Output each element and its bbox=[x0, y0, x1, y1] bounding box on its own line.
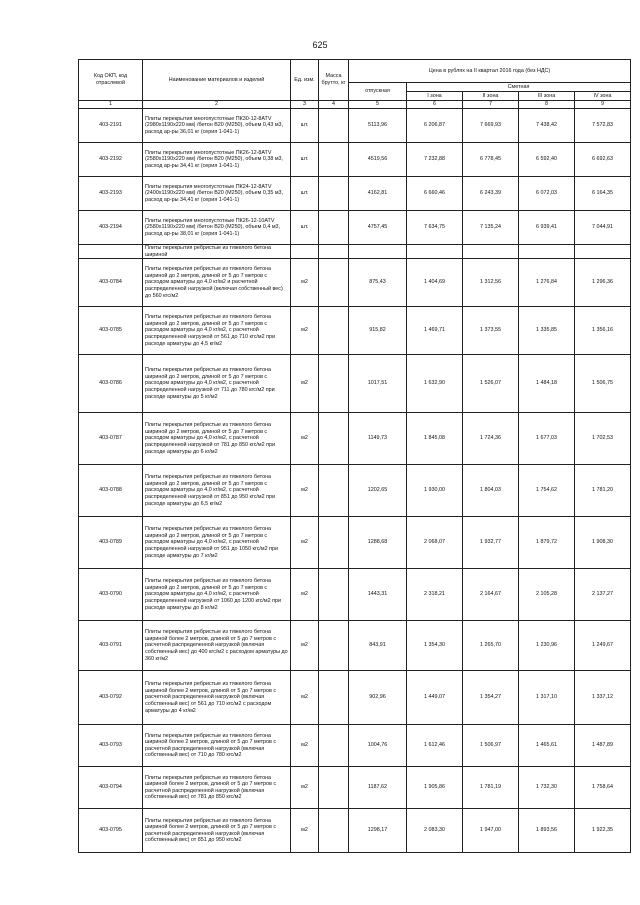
unit-cell: шт. bbox=[291, 211, 319, 245]
mass-cell bbox=[319, 767, 349, 809]
header-zone-1: I зона bbox=[407, 92, 463, 101]
table-row bbox=[79, 355, 631, 413]
release-price bbox=[349, 245, 407, 259]
price-table-body bbox=[79, 109, 631, 853]
zone-4-price: 1 908,30 bbox=[575, 517, 631, 569]
zone-2-price: 1 781,19 bbox=[463, 767, 519, 809]
product-code: 403-2194 bbox=[79, 211, 143, 245]
product-name: Плиты перекрытия ребристые из тяжелого бетона шириной более 2 метров, длиной от 5 до 7 метров с расчетной распределенной нагрузкой (включая собственный вес) от 851 до 950 кгс/м2 bbox=[143, 809, 291, 853]
zone-4-price: 6 164,35 bbox=[575, 177, 631, 211]
table-row bbox=[79, 671, 631, 725]
product-code: 403-0785 bbox=[79, 307, 143, 355]
header-unit: Ед. изм. bbox=[291, 60, 319, 101]
zone-3-price: 1 335,85 bbox=[519, 307, 575, 355]
zone-2-price: 1 312,56 bbox=[463, 259, 519, 307]
table-row bbox=[79, 245, 631, 259]
table-row bbox=[79, 259, 631, 307]
product-code bbox=[79, 245, 143, 259]
zone-2-price: 1 506,97 bbox=[463, 725, 519, 767]
release-price: 915,82 bbox=[349, 307, 407, 355]
column-number: 2 bbox=[143, 101, 291, 109]
zone-3-price: 1 465,61 bbox=[519, 725, 575, 767]
product-name: Плиты перекрытия ребристые из тяжелого бетона шириной до 2 метров, длиной от 5 до 7 метров с расходом арматуры до 4,0 кг/м2, с расчетной распределенной нагрузкой от 711 до 780 кгс/м2 при расходе арматуры до 5 кг/м2 bbox=[143, 355, 291, 413]
zone-3-price: 1 317,10 bbox=[519, 671, 575, 725]
release-price: 1004,76 bbox=[349, 725, 407, 767]
release-price: 1149,73 bbox=[349, 413, 407, 465]
zone-3-price: 1 276,84 bbox=[519, 259, 575, 307]
mass-cell bbox=[319, 211, 349, 245]
zone-4-price: 1 758,64 bbox=[575, 767, 631, 809]
release-price: 4519,56 bbox=[349, 143, 407, 177]
product-name: Плиты перекрытия ребристые из тяжелого бетона шириной до 2 метров, длиной от 5 до 7 метров с расходом арматуры до 4,0 кг/м2, с расчетной распределенной нагрузкой от 781 до 850 кгс/м2 при расходе арматуры до 6 кг/м2 bbox=[143, 413, 291, 465]
zone-3-price: 1 879,72 bbox=[519, 517, 575, 569]
zone-3-price: 1 677,03 bbox=[519, 413, 575, 465]
product-code: 403-2192 bbox=[79, 143, 143, 177]
zone-2-price: 1 804,03 bbox=[463, 465, 519, 517]
zone-4-price: 1 781,20 bbox=[575, 465, 631, 517]
zone-3-price bbox=[519, 245, 575, 259]
zone-2-price: 1 526,07 bbox=[463, 355, 519, 413]
header-name: Наименование материалов и изделий bbox=[143, 60, 291, 101]
zone-4-price: 7 572,83 bbox=[575, 109, 631, 143]
table-row bbox=[79, 143, 631, 177]
zone-1-price: 2 083,30 bbox=[407, 809, 463, 853]
product-name: Плиты перекрытия многопустотные ПК26-12-8АТV (2580х1190х220 мм) /бетон В20 (М250), объем 0,38 м3, расход ар-ры 34,41 кг (серия 1-041-1) bbox=[143, 143, 291, 177]
product-name: Плиты перекрытия ребристые из тяжелого бетона шириной более 2 метров, длиной от 5 до 7 метров с расчетной распределенной нагрузкой (включая собственный вес) от 710 до 780 кгс/м2 bbox=[143, 725, 291, 767]
zone-3-price: 6 939,41 bbox=[519, 211, 575, 245]
page-number: 625 bbox=[312, 40, 328, 50]
product-code: 403-0791 bbox=[79, 621, 143, 671]
product-code: 403-0786 bbox=[79, 355, 143, 413]
column-number: 6 bbox=[407, 101, 463, 109]
product-code: 403-0793 bbox=[79, 725, 143, 767]
zone-2-price: 1 373,55 bbox=[463, 307, 519, 355]
product-code: 403-0787 bbox=[79, 413, 143, 465]
mass-cell bbox=[319, 621, 349, 671]
column-number: 7 bbox=[463, 101, 519, 109]
product-name: Плиты перекрытия ребристые из тяжелого бетона шириной до 2 метров, длиной от 5 до 7 метров с расходом арматуры до 4,0 кг/м2, с расчетной распределенной нагрузкой от 561 до 710 кгс/м2 при расходе арматуры до 4,5 кг/м2 bbox=[143, 307, 291, 355]
zone-4-price: 7 044,91 bbox=[575, 211, 631, 245]
product-code: 403-0792 bbox=[79, 671, 143, 725]
zone-1-price: 1 469,71 bbox=[407, 307, 463, 355]
release-price: 1298,17 bbox=[349, 809, 407, 853]
unit-cell: шт. bbox=[291, 143, 319, 177]
zone-4-price: 1 356,16 bbox=[575, 307, 631, 355]
zone-1-price: 1 354,30 bbox=[407, 621, 463, 671]
zone-4-price: 1 296,36 bbox=[575, 259, 631, 307]
zone-1-price: 7 232,88 bbox=[407, 143, 463, 177]
zone-1-price: 2 318,21 bbox=[407, 569, 463, 621]
zone-3-price: 1 754,62 bbox=[519, 465, 575, 517]
header-zone-3: III зона bbox=[519, 92, 575, 101]
product-name: Плиты перекрытия ребристые из тяжелого бетона шириной bbox=[143, 245, 291, 259]
mass-cell bbox=[319, 465, 349, 517]
unit-cell: м2 bbox=[291, 465, 319, 517]
product-name: Плиты перекрытия многопустотные ПК30-12-8АТV (2980х1190х220 мм) /бетон В20 (М250), объем 0,43 м3, расход ар-ры 36,01 кг (серия 1-041-1) bbox=[143, 109, 291, 143]
release-price: 843,91 bbox=[349, 621, 407, 671]
release-price: 4162,81 bbox=[349, 177, 407, 211]
zone-2-price: 1 947,00 bbox=[463, 809, 519, 853]
product-code: 403-0788 bbox=[79, 465, 143, 517]
zone-3-price: 1 230,96 bbox=[519, 621, 575, 671]
zone-2-price: 6 243,39 bbox=[463, 177, 519, 211]
unit-cell: м2 bbox=[291, 307, 319, 355]
zone-1-price: 1 845,08 bbox=[407, 413, 463, 465]
zone-4-price: 1 337,12 bbox=[575, 671, 631, 725]
product-name: Плиты перекрытия многопустотные ПК26-12-10АТV (2580х1190х220 мм) /бетон В20 (М250), объем 0,4 м3, расход ар-ры 38,01 кг (серия 1-041-1) bbox=[143, 211, 291, 245]
release-price: 1187,62 bbox=[349, 767, 407, 809]
table-row bbox=[79, 569, 631, 621]
unit-cell: м2 bbox=[291, 517, 319, 569]
header-mass: Масса брутто, кг bbox=[319, 60, 349, 101]
product-name: Плиты перекрытия ребристые из тяжелого бетона шириной более 2 метров, длиной от 5 до 7 метров с расчетной распределенной нагрузкой (включая собственный вес) от 561 до 710 кгс/м2 с расходом арматуры до 4 кг/м2 bbox=[143, 671, 291, 725]
unit-cell: м2 bbox=[291, 355, 319, 413]
zone-4-price: 1 249,67 bbox=[575, 621, 631, 671]
zone-4-price: 6 692,63 bbox=[575, 143, 631, 177]
unit-cell: шт. bbox=[291, 177, 319, 211]
zone-3-price: 1 732,30 bbox=[519, 767, 575, 809]
table-row bbox=[79, 177, 631, 211]
header-zone-2: II зона bbox=[463, 92, 519, 101]
header-code: Код ОКП, код отраслевой bbox=[79, 60, 143, 101]
zone-3-price: 2 105,28 bbox=[519, 569, 575, 621]
column-number: 4 bbox=[319, 101, 349, 109]
release-price: 4757,45 bbox=[349, 211, 407, 245]
release-price: 902,96 bbox=[349, 671, 407, 725]
zone-1-price: 2 068,07 bbox=[407, 517, 463, 569]
zone-4-price: 1 487,89 bbox=[575, 725, 631, 767]
table-row bbox=[79, 413, 631, 465]
table-row bbox=[79, 809, 631, 853]
zone-2-price bbox=[463, 245, 519, 259]
unit-cell: м2 bbox=[291, 569, 319, 621]
unit-cell bbox=[291, 245, 319, 259]
table-row bbox=[79, 465, 631, 517]
zone-3-price: 6 072,03 bbox=[519, 177, 575, 211]
zone-2-price: 6 778,45 bbox=[463, 143, 519, 177]
zone-3-price: 1 484,18 bbox=[519, 355, 575, 413]
product-name: Плиты перекрытия ребристые из тяжелого бетона шириной более 2 метров, длиной от 5 до 7 метров с расчетной распределенной нагрузкой (включая собственный вес) до 400 кгс/м2 с расходом арматуры до 360 кг/м2 bbox=[143, 621, 291, 671]
header-zone-4: IV зона bbox=[575, 92, 631, 101]
product-name: Плиты перекрытия многопустотные ПК24-12-8АТV (2400х1190х220 мм) /бетон В20 (М250), объем 0,35 м3, расход ар-ры 34,41 кг (серия 1-041-1) bbox=[143, 177, 291, 211]
zone-3-price: 7 438,42 bbox=[519, 109, 575, 143]
zone-4-price: 1 506,75 bbox=[575, 355, 631, 413]
unit-cell: м2 bbox=[291, 621, 319, 671]
zone-2-price: 7 669,93 bbox=[463, 109, 519, 143]
release-price: 1202,65 bbox=[349, 465, 407, 517]
zone-1-price: 7 634,75 bbox=[407, 211, 463, 245]
release-price: 1017,51 bbox=[349, 355, 407, 413]
column-number: 5 bbox=[349, 101, 407, 109]
table-row bbox=[79, 725, 631, 767]
zone-1-price: 6 206,87 bbox=[407, 109, 463, 143]
mass-cell bbox=[319, 307, 349, 355]
product-code: 403-0794 bbox=[79, 767, 143, 809]
zone-1-price: 6 660,46 bbox=[407, 177, 463, 211]
mass-cell bbox=[319, 245, 349, 259]
mass-cell bbox=[319, 809, 349, 853]
header-release: отпускная bbox=[349, 83, 407, 101]
unit-cell: шт. bbox=[291, 109, 319, 143]
table-row bbox=[79, 109, 631, 143]
table-row bbox=[79, 517, 631, 569]
product-name: Плиты перекрытия ребристые из тяжелого бетона шириной до 2 метров, длиной от 5 до 7 метров с расходом арматуры до 4,0 кг/м2 и расчетной распределенной нагрузкой (включая собственный вес) до 560 кгс/м2 bbox=[143, 259, 291, 307]
price-table bbox=[78, 59, 631, 853]
unit-cell: м2 bbox=[291, 809, 319, 853]
zone-2-price: 1 932,77 bbox=[463, 517, 519, 569]
zone-1-price: 1 612,46 bbox=[407, 725, 463, 767]
column-number: 3 bbox=[291, 101, 319, 109]
unit-cell: м2 bbox=[291, 725, 319, 767]
zone-1-price: 1 632,90 bbox=[407, 355, 463, 413]
zone-2-price: 2 164,67 bbox=[463, 569, 519, 621]
zone-4-price: 1 922,35 bbox=[575, 809, 631, 853]
zone-4-price bbox=[575, 245, 631, 259]
mass-cell bbox=[319, 143, 349, 177]
zone-2-price: 1 724,36 bbox=[463, 413, 519, 465]
zone-1-price bbox=[407, 245, 463, 259]
mass-cell bbox=[319, 569, 349, 621]
zone-1-price: 1 449,07 bbox=[407, 671, 463, 725]
table-row bbox=[79, 621, 631, 671]
mass-cell bbox=[319, 517, 349, 569]
zone-2-price: 7 135,24 bbox=[463, 211, 519, 245]
mass-cell bbox=[319, 725, 349, 767]
zone-1-price: 1 930,00 bbox=[407, 465, 463, 517]
product-code: 403-0790 bbox=[79, 569, 143, 621]
unit-cell: м2 bbox=[291, 767, 319, 809]
release-price: 1288,68 bbox=[349, 517, 407, 569]
product-name: Плиты перекрытия ребристые из тяжелого бетона шириной до 2 метров, длиной от 5 до 7 метров с расходом арматуры до 4,0 кг/м2, с расчетной распределенной нагрузкой от 851 до 950 кгс/м2 при расходе арматуры до 6,5 кг/м2 bbox=[143, 465, 291, 517]
product-code: 403-0795 bbox=[79, 809, 143, 853]
product-code: 403-2193 bbox=[79, 177, 143, 211]
zone-3-price: 1 893,56 bbox=[519, 809, 575, 853]
zone-2-price: 1 265,70 bbox=[463, 621, 519, 671]
unit-cell: м2 bbox=[291, 259, 319, 307]
table-row bbox=[79, 307, 631, 355]
product-code: 403-0789 bbox=[79, 517, 143, 569]
zone-4-price: 2 137,27 bbox=[575, 569, 631, 621]
zone-1-price: 1 905,86 bbox=[407, 767, 463, 809]
unit-cell: м2 bbox=[291, 671, 319, 725]
release-price: 875,43 bbox=[349, 259, 407, 307]
mass-cell bbox=[319, 413, 349, 465]
header-price-title: Цена в рублях на II квартал 2016 года (без НДС) bbox=[349, 60, 631, 83]
release-price: 1443,31 bbox=[349, 569, 407, 621]
zone-2-price: 1 354,27 bbox=[463, 671, 519, 725]
product-name: Плиты перекрытия ребристые из тяжелого бетона шириной более 2 метров, длиной от 5 до 7 метров с расчетной распределенной нагрузкой (включая собственный вес) от 781 до 850 кгс/м2 bbox=[143, 767, 291, 809]
unit-cell: м2 bbox=[291, 413, 319, 465]
table-row bbox=[79, 211, 631, 245]
column-number: 9 bbox=[575, 101, 631, 109]
header-estimate: Сметная bbox=[407, 83, 631, 92]
mass-cell bbox=[319, 671, 349, 725]
zone-1-price: 1 404,69 bbox=[407, 259, 463, 307]
mass-cell bbox=[319, 355, 349, 413]
release-price: 5113,96 bbox=[349, 109, 407, 143]
table-row bbox=[79, 767, 631, 809]
zone-4-price: 1 702,53 bbox=[575, 413, 631, 465]
product-code: 403-0784 bbox=[79, 259, 143, 307]
mass-cell bbox=[319, 109, 349, 143]
mass-cell bbox=[319, 177, 349, 211]
product-name: Плиты перекрытия ребристые из тяжелого бетона шириной до 2 метров, длиной от 5 до 7 метров с расходом арматуры до 4,0 кг/м2, с расчетной распределенной нагрузкой от 951 до 1050 кгс/м2 при расходе арматуры до 7 кг/м2 bbox=[143, 517, 291, 569]
zone-3-price: 6 592,40 bbox=[519, 143, 575, 177]
mass-cell bbox=[319, 259, 349, 307]
product-name: Плиты перекрытия ребристые из тяжелого бетона шириной до 2 метров, длиной от 5 до 7 метров с расходом арматуры до 4,0 кг/м2, с расчетной распределенной нагрузкой от 1060 до 1200 кгс/м2 при расходе арматуры до 8 кг/м2 bbox=[143, 569, 291, 621]
column-number: 8 bbox=[519, 101, 575, 109]
product-code: 403-2191 bbox=[79, 109, 143, 143]
column-number: 1 bbox=[79, 101, 143, 109]
column-numbers-row bbox=[79, 101, 631, 109]
